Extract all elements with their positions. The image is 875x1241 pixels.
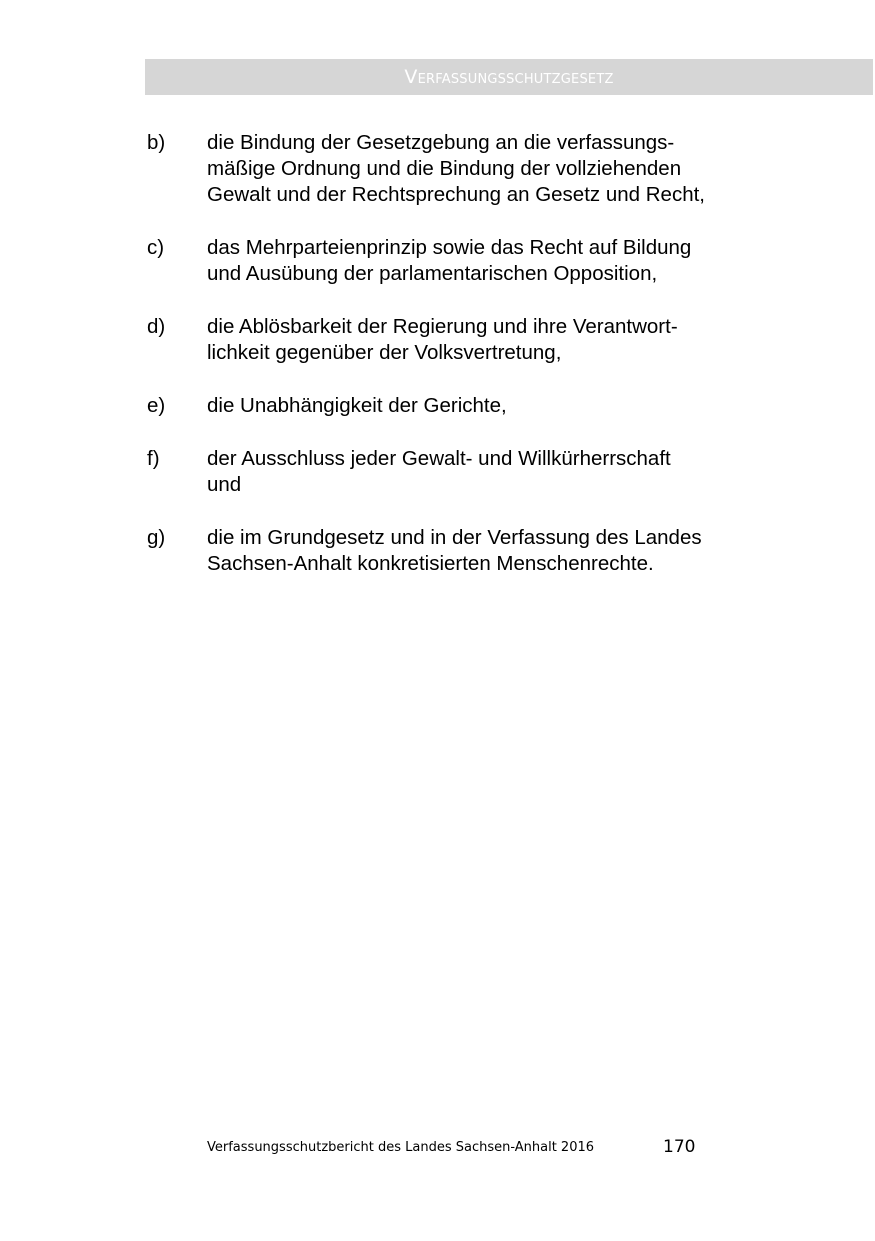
list-item-label: d)	[147, 315, 166, 338]
list-item	[147, 235, 787, 287]
list-item-line: die Unabhängigkeit der Gerichte,	[207, 394, 507, 417]
list-item	[147, 446, 787, 498]
list-item	[147, 314, 787, 366]
list-item-line: Gewalt und der Rechtsprechung an Gesetz und Recht,	[207, 183, 705, 206]
enumerated-list	[147, 130, 787, 604]
list-item	[147, 130, 787, 208]
list-item-line: das Mehrparteienprinzip sowie das Recht auf Bildung	[207, 236, 692, 259]
footer-publication-title: Verfassungsschutzbericht des Landes Sachsen-Anhalt 2016	[207, 1140, 595, 1155]
header-title: Verfassungsschutzgesetz	[404, 66, 614, 88]
list-item-line: mäßige Ordnung und die Bindung der vollziehenden	[207, 157, 682, 180]
list-item-line: und Ausübung der parlamentarischen Opposition,	[207, 262, 658, 285]
list-item-label: g)	[147, 526, 166, 549]
list-item-line: und	[207, 473, 242, 496]
list-item-line: die Bindung der Gesetzgebung an die verfassungs-	[207, 131, 675, 154]
list-item-line: die Ablösbarkeit der Regierung und ihre Verantwort-	[207, 315, 678, 338]
list-item-label: f)	[147, 447, 160, 470]
list-item-line: lichkeit gegenüber der Volksvertretung,	[207, 341, 562, 364]
list-item	[147, 393, 787, 419]
running-header	[145, 59, 873, 95]
list-item-label: c)	[147, 236, 165, 259]
list-item-line: Sachsen-Anhalt konkretisierten Menschenrechte.	[207, 552, 654, 575]
list-item-line: die im Grundgesetz und in der Verfassung des Landes	[207, 526, 702, 549]
list-item	[147, 525, 787, 577]
list-item-label: e)	[147, 394, 166, 417]
page-number: 170	[663, 1137, 696, 1157]
list-item-line: der Ausschluss jeder Gewalt- und Willkürherrschaft	[207, 447, 671, 470]
list-item-label: b)	[147, 131, 166, 154]
